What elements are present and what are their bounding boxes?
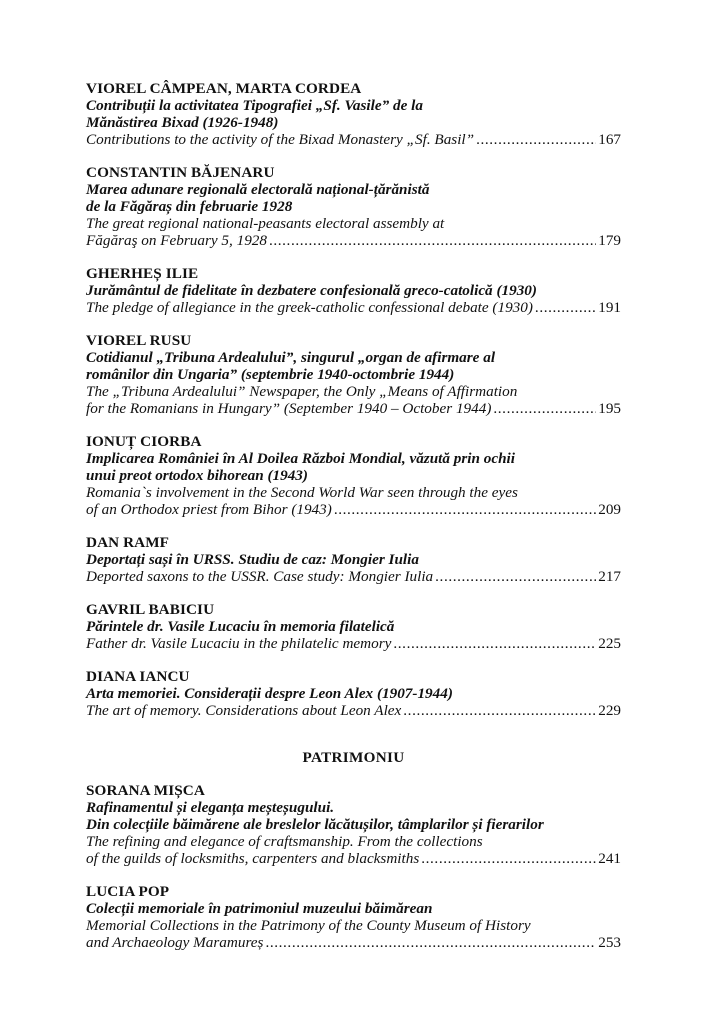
page-number: 191 (598, 299, 621, 316)
toc-entry (86, 164, 621, 249)
entry-title-romanian: Din colecțiile băimărene ale breslelor lăcătușilor, tâmplarilor și fierarilor (86, 816, 544, 833)
entry-title-english-with-page (86, 702, 621, 719)
entry-title-english-with-page (86, 635, 621, 652)
page-number: 217 (598, 568, 621, 585)
dot-leader (493, 400, 596, 417)
page-number: 209 (598, 501, 621, 518)
entry-title-english: of the guilds of locksmiths, carpenters and blacksmiths (86, 850, 420, 867)
entry-title-english-with-page (86, 131, 621, 148)
page-number: 253 (598, 934, 621, 951)
entry-author: DIANA IANCU (86, 668, 190, 685)
toc-entries-list (86, 80, 621, 719)
toc-entry (86, 883, 621, 951)
dot-leader (265, 934, 596, 951)
entry-title-english: Contributions to the activity of the Bixad Monastery „Sf. Basil” (86, 131, 475, 148)
entry-title-english: The „Tribuna Ardealului” Newspaper, the Only „Means of Affirmation (86, 383, 518, 400)
entry-title-romanian: Rafinamentul și eleganța meșteșugului. (86, 799, 335, 816)
dot-leader (476, 131, 596, 148)
entry-title-english-with-page (86, 299, 621, 316)
section-heading: PATRIMONIU (302, 749, 405, 766)
entry-title-english-with-page (86, 934, 621, 951)
entry-author: DAN RAMF (86, 534, 170, 551)
dot-leader (334, 501, 596, 518)
entry-title-romanian: Părintele dr. Vasile Lucaciu în memoria filatelică (86, 618, 395, 635)
entry-title-romanian: de la Făgăraș din februarie 1928 (86, 198, 293, 215)
entry-title-english: The art of memory. Considerations about Leon Alex (86, 702, 402, 719)
toc-entry (86, 601, 621, 652)
entry-title-romanian: Deportați sași în URSS. Studiu de caz: Mongier Iulia (86, 551, 419, 568)
entry-title-english-with-page (86, 568, 621, 585)
entry-title-romanian: Implicarea României în Al Doilea Război Mondial, văzută prin ochii (86, 450, 515, 467)
toc-entry (86, 782, 621, 867)
entry-author: CONSTANTIN BĂJENARU (86, 164, 275, 181)
entry-title-romanian: românilor din Ungaria” (septembrie 1940-octombrie 1944) (86, 366, 455, 383)
entry-author: SORANA MIȘCA (86, 782, 205, 799)
entry-author: IONUȚ CIORBA (86, 433, 202, 450)
entry-title-english: The pledge of allegiance in the greek-catholic confessional debate (1930) (86, 299, 533, 316)
toc-entry (86, 534, 621, 585)
entry-title-english-with-page (86, 501, 621, 518)
entry-title-english-with-page (86, 400, 621, 417)
toc-entry (86, 433, 621, 518)
entry-title-english: The great regional national-peasants electoral assembly at (86, 215, 445, 232)
entry-title-romanian: Mănăstirea Bixad (1926-1948) (86, 114, 279, 131)
entry-title-english: for the Romanians in Hungary” (September 1940 – October 1944) (86, 400, 492, 417)
page-number: 229 (598, 702, 621, 719)
toc-entry (86, 80, 621, 148)
dot-leader (393, 635, 596, 652)
entry-title-english: The refining and elegance of craftsmanship. From the collections (86, 833, 483, 850)
dot-leader (421, 850, 596, 867)
toc-entry (86, 265, 621, 316)
entry-title-english-with-page (86, 232, 621, 249)
dot-leader (435, 568, 596, 585)
entry-author: VIOREL CÂMPEAN, MARTA CORDEA (86, 80, 362, 97)
page-number: 179 (598, 232, 621, 249)
entry-title-english: Deported saxons to the USSR. Case study: Mongier Iulia (86, 568, 434, 585)
section-entries-list (86, 782, 621, 951)
entry-title-romanian: Cotidianul „Tribuna Ardealului”, singurul „organ de afirmare al (86, 349, 496, 366)
entry-author: LUCIA POP (86, 883, 170, 900)
entry-author: GAVRIL BABICIU (86, 601, 215, 618)
dot-leader (535, 299, 596, 316)
entry-author: VIOREL RUSU (86, 332, 192, 349)
toc-entry (86, 668, 621, 719)
entry-title-english-with-page (86, 850, 621, 867)
entry-title-english: Memorial Collections in the Patrimony of the County Museum of History (86, 917, 531, 934)
page-number: 225 (598, 635, 621, 652)
entry-title-english: Făgăraş on February 5, 1928 (86, 232, 267, 249)
entry-title-romanian: Arta memoriei. Considerații despre Leon Alex (1907-1944) (86, 685, 453, 702)
entry-title-english: of an Orthodox priest from Bihor (1943) (86, 501, 332, 518)
entry-author: GHERHEȘ ILIE (86, 265, 199, 282)
table-of-contents (86, 80, 621, 967)
page-number: 241 (598, 850, 621, 867)
entry-title-romanian: Jurământul de fidelitate în dezbatere confesională greco-catolică (1930) (86, 282, 537, 299)
entry-title-english: and Archaeology Maramureș (86, 934, 264, 951)
page-number: 195 (598, 400, 621, 417)
entry-title-romanian: Marea adunare regională electorală național-țărănistă (86, 181, 430, 198)
toc-entry (86, 332, 621, 417)
dot-leader (403, 702, 596, 719)
entry-title-romanian: Colecții memoriale în patrimoniul muzeului băimărean (86, 900, 433, 917)
dot-leader (269, 232, 596, 249)
page-number: 167 (598, 131, 621, 148)
entry-title-english: Father dr. Vasile Lucaciu in the philatelic memory (86, 635, 392, 652)
entry-title-romanian: unui preot ortodox bihorean (1943) (86, 467, 308, 484)
entry-title-english: Romania`s involvement in the Second World War seen through the eyes (86, 484, 518, 501)
entry-title-romanian: Contribuții la activitatea Tipografiei „Sf. Vasile” de la (86, 97, 423, 114)
